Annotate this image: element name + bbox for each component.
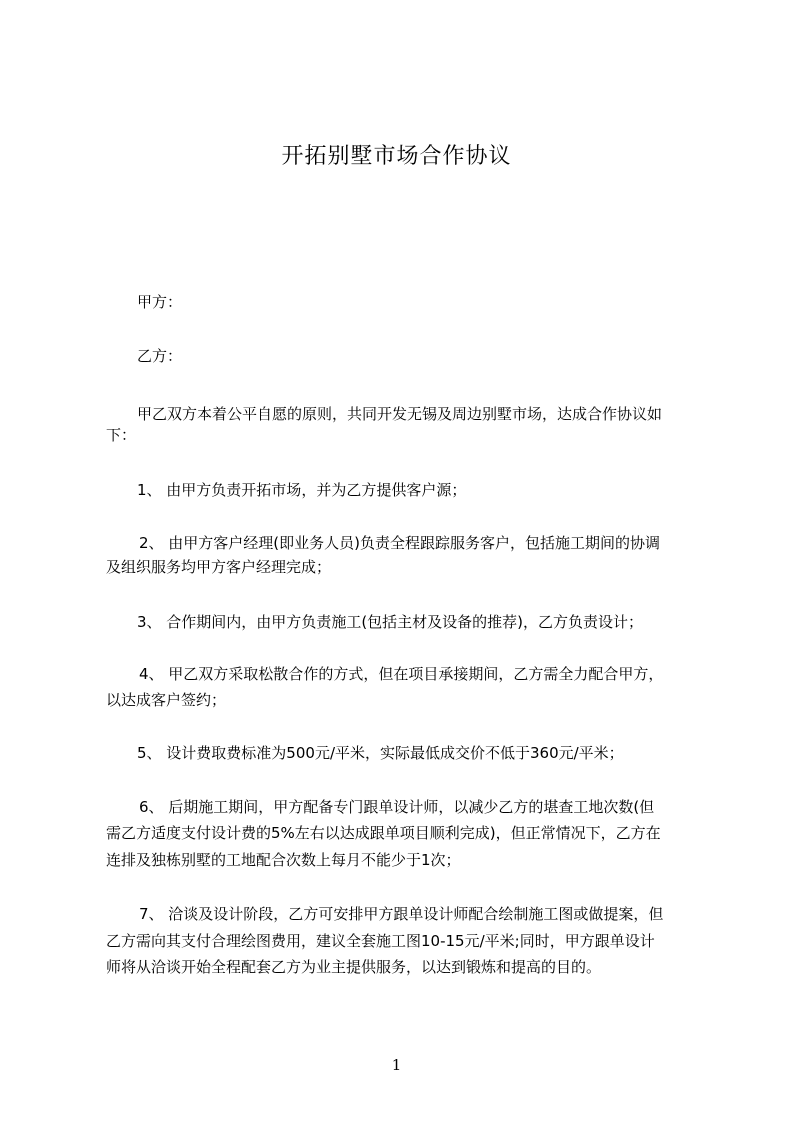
clause-6-line-3: 连排及独栋别墅的工地配合次数上每月不能少于1次； — [106, 851, 461, 869]
clause-6-line-2: 需乙方适度支付设计费的5%左右以达成跟单项目顺利完成)，但正常情况下，乙方在 — [106, 824, 661, 842]
party-b-label: 乙方： — [137, 347, 183, 365]
clause-7-line-1: 7、 洽谈及设计阶段，乙方可安排甲方跟单设计师配合绘制施工图或做提案，但 — [139, 905, 664, 923]
intro-line-2: 下： — [106, 426, 137, 444]
clause-4-line-2: 以达成客户签约； — [106, 691, 227, 709]
clause-7-line-3: 师将从洽谈开始全程配套乙方为业主提供服务，以达到锻炼和提高的目的。 — [106, 958, 602, 976]
clause-7-line-2: 乙方需向其支付合理绘图费用，建议全套施工图10-15元/平米;同时，甲方跟单设计 — [106, 932, 655, 950]
clause-5-line-1: 5、 设计费取费标准为500元/平米，实际最低成交价不低于360元/平米； — [137, 744, 624, 762]
document-title: 开拓别墅市场合作协议 — [281, 144, 512, 169]
page-number: 1 — [391, 1056, 402, 1074]
party-a-label: 甲方： — [137, 293, 183, 311]
clause-2-line-1: 2、 由甲方客户经理(即业务人员)负责全程跟踪服务客户，包括施工期间的协调 — [139, 534, 661, 552]
intro-line-1: 甲乙双方本着公平自愿的原则，共同开发无锡及周边别墅市场，达成合作协议如 — [137, 405, 663, 423]
clause-6-line-1: 6、 后期施工期间，甲方配备专门跟单设计师，以减少乙方的堪查工地次数(但 — [139, 798, 655, 816]
clause-3-line-1: 3、 合作期间内，由甲方负责施工(包括主材及设备的推荐)，乙方负责设计； — [137, 613, 644, 631]
clause-1-line-1: 1、 由甲方负责开拓市场，并为乙方提供客户源； — [137, 481, 467, 499]
clause-2-line-2: 及组织服务均甲方客户经理完成； — [106, 558, 332, 576]
clause-4-line-1: 4、 甲乙双方采取松散合作的方式，但在项目承接期间，乙方需全力配合甲方， — [139, 665, 664, 683]
